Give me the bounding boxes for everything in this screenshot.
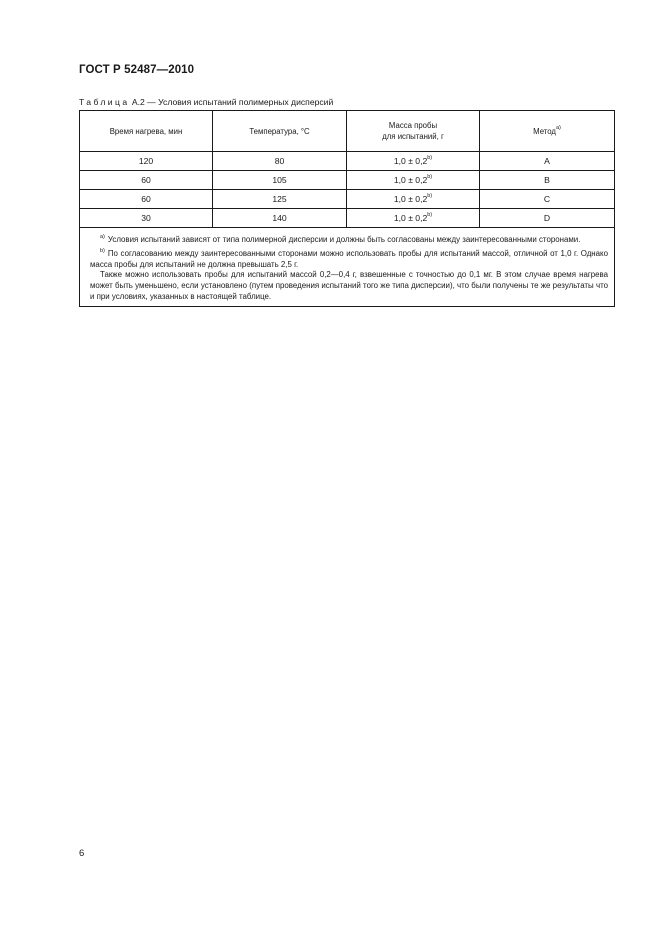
time-cell: 30 [80,209,213,228]
note-text: По согласованию между заинтересованными сторонами можно использовать пробы для испытаний массой, отличной от 1,0 г. Однако масса пробы для испытаний не должна превышать 2,5 г. [90,248,608,269]
method-cell: B [480,171,615,190]
table-header-row [80,111,615,152]
temperature-cell: 140 [213,209,347,228]
page-number: 6 [79,848,85,859]
method-cell: D [480,209,615,228]
footnote-ref-b: b) [427,193,433,199]
note-mark: b) [100,247,105,254]
column-header-method: Метод$^{а)}$ [480,111,615,152]
mass-cell: $1,0 \pm 0,2^{b)}$ [347,209,480,228]
table-caption [79,97,333,107]
temperature-cell: 105 [213,171,347,190]
table-row [80,190,615,209]
caption-text: А.2 — Условия испытаний полимерных дисперсий [131,97,334,107]
footnote-ref-b: b) [427,155,433,161]
time-cell: 120 [80,152,213,171]
caption-label: Таблица [79,97,130,107]
note-c [90,270,608,302]
document-code: ГОСТ Р 52487—2010 [79,64,195,76]
note-text: Также можно использовать пробы для испытаний массой 0,2—0,4 г, взвешенные с точностью до 0,1 мг. В этом случае время нагрева может быть уменьшено, если установлено (путем проведения испытаний того же типа дисперсии), что были получены те же результаты что и при условиях, указанных в настоящей таблице. [90,270,608,301]
temperature-cell: 80 [213,152,347,171]
mass-cell: $1,0 \pm 0,2^{b)}$ [347,152,480,171]
footnote-ref-b: b) [427,212,433,218]
column-header-time: Время нагрева, мин [80,111,213,152]
column-header-temperature: Температура, °С [213,111,347,152]
temperature-cell: 125 [213,190,347,209]
table-row [80,209,615,228]
footnote-ref-a: а) [555,124,561,131]
footnote-ref-b: b) [427,174,433,180]
note-a [90,232,608,246]
table-notes-row [80,228,615,307]
column-header-mass: Масса пробы для испытаний, г [347,111,480,152]
table-notes [80,228,615,307]
table-row [80,171,615,190]
note-mark: а) [100,234,105,240]
time-cell: 60 [80,171,213,190]
test-conditions-table [79,110,615,307]
mass-cell: $1,0 \pm 0,2^{b)}$ [347,190,480,209]
method-cell: A [480,152,615,171]
table-row [80,152,615,171]
mass-cell: $1,0 \pm 0,2^{b)}$ [347,171,480,190]
method-cell: C [480,190,615,209]
note-text: Условия испытаний зависят от типа полимерной дисперсии и должны быть согласованы между заинтересованными сторонами. [107,235,581,244]
note-b [90,246,608,271]
time-cell: 60 [80,190,213,209]
